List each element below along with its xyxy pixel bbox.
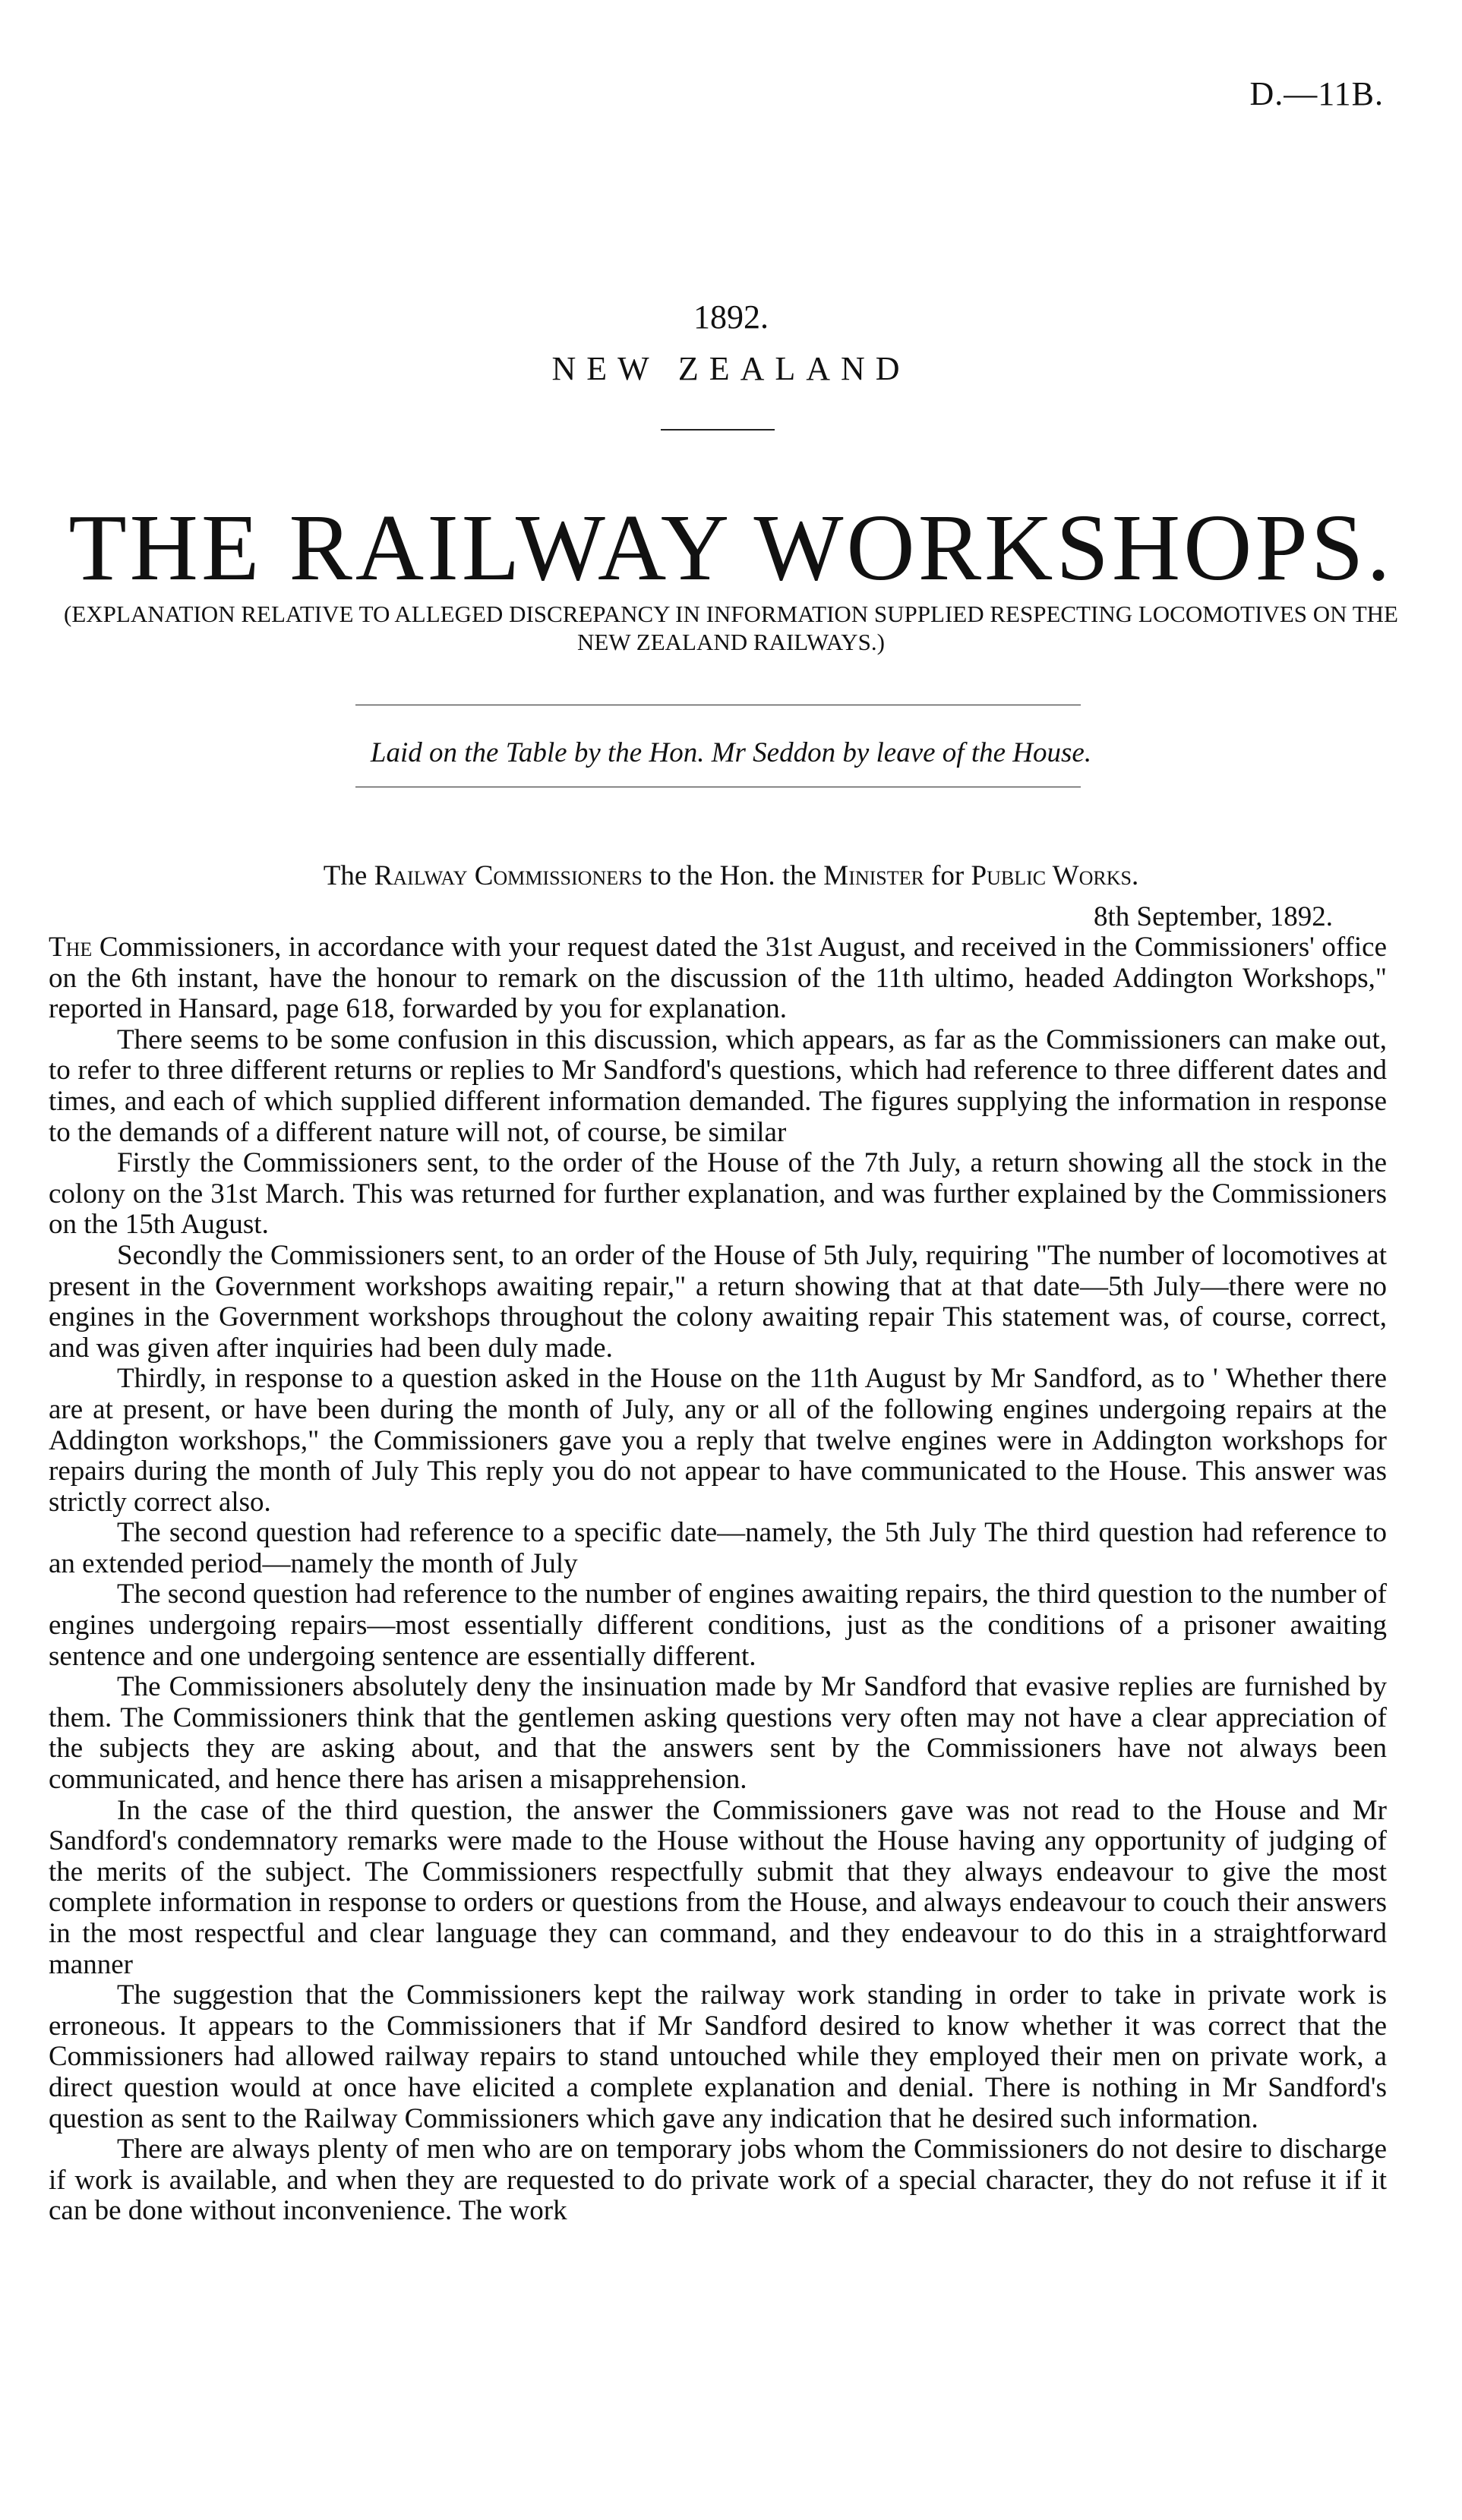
laid-on-table-note: Laid on the Table by the Hon. Mr Seddon by leave of the House. — [370, 737, 1092, 768]
paragraph-6: The second question had reference to a specific date—namely, the 5th July The third question had reference to an extended period—namely the month of July — [49, 1517, 1387, 1579]
paragraph-8: The Commissioners absolutely deny the insinuation made by Mr Sandford that evasive replies are furnished by them. The Commissioners think that the gentlemen asking questions very often may not have a clear appreciation of the subjects they are asking about, and that the answers sent by the Commissioners have not always been communicated, and hence there has arisen a misapprehension. — [49, 1671, 1387, 1796]
paragraph-9: In the case of the third question, the answer the Commissioners gave was not read to the House and Mr Sandford's condemnatory remarks were made to the House without the House having any opportunity of judging of the merits of the subject. The Commissioners respectfully submit that they always endeavour to give the most complete information in response to orders or questions from the House, and always endeavour to couch their answers in the most respectful and clear language they can command, and they endeavour to do this in a straightforward manner — [49, 1794, 1387, 1980]
document-year: 1892. — [693, 298, 769, 336]
paragraph-11: There are always plenty of men who are on temporary jobs whom the Commissioners do not desire to discharge if work is available, and when they are requested to do private work of a special character, they do not refuse it if it can be done without inconvenience. The work — [49, 2134, 1387, 2227]
short-divider — [661, 429, 775, 431]
paragraph-10: The suggestion that the Commissioners kept the railway work standing in order to take in private work is erroneous. It appears to the Commissioners that if Mr Sandford desired to know whether it was correct that the Commissioners had allowed railway repairs to stand untouched while they employed their men on private work, a direct question would at once have elicited a complete explanation and denial. There is nothing in Mr Sandford's question as sent to the Railway Commissioners which gave any indication that he desired such information. — [49, 1979, 1387, 2134]
paragraph-4: Secondly the Commissioners sent, to an order of the House of 5th July, requiring "The number of locomotives at present in the Government workshops awaiting repair," a return showing that at that date—5th July—there were no engines in the Government workshops throughout the colony awaiting repair This statement was, of course, correct, and was given after inquiries had been duly made. — [49, 1239, 1387, 1364]
paragraph-3: Firstly the Commissioners sent, to the order of the House of the 7th July, a return showing all the stock in the colony on the 31st March. This was returned for further explanation, and was further explained by the Commissioners on the 15th August. — [49, 1147, 1387, 1241]
heading-the: The — [323, 860, 368, 891]
paragraph-2: There seems to be some confusion in this discussion, which appears, as far as the Commissioners can make out, to refer to three different returns or replies to Mr Sandford's questions, which had reference to three different dates and times, and each of which supplied different information demanded. The figures supplying the information in response to the demands of a different nature will not, of course, be similar — [49, 1023, 1387, 1148]
letter-date: 8th September, 1892. — [1093, 901, 1333, 932]
heading-dept: Public Works — [971, 860, 1132, 891]
letter-heading: The Railway Commissioners to the Hon. the Minister for Public Works. — [323, 860, 1139, 891]
document-subtitle: (EXPLANATION RELATIVE TO ALLEGED DISCREPANCY IN INFORMATION SUPPLIED RESPECTING LOCOMOTIVES ON THE NEW ZEALAND RAILWAYS.) — [64, 601, 1398, 655]
document-title: THE RAILWAY WORKSHOPS. — [68, 496, 1394, 601]
heading-from: Railway Commissioners — [374, 860, 643, 891]
paragraph-7: The second question had reference to the number of engines awaiting repairs, the third question to the number of engines undergoing repairs—most essentially different conditions, just as the conditions of a prisoner awaiting sentence and one undergoing sentence are essentially different. — [49, 1579, 1387, 1672]
paragraph-1 — [49, 932, 1387, 1025]
country-heading: NEW ZEALAND — [551, 350, 911, 387]
first-word: The — [49, 932, 93, 963]
heading-to-the-hon: to the Hon. the — [649, 860, 817, 891]
letter-body — [49, 932, 1387, 2227]
page-reference: D.—11B. — [1249, 75, 1384, 112]
heading-for: for — [931, 860, 965, 891]
paragraph-5: Thirdly, in response to a question asked in the House on the 11th August by Mr Sandford, as to ' Whether there are at present, or have been during the month of July, any or all of the following engines undergoing repairs at the Addington workshops," the Commissioners gave you a reply that twelve engines were in Addington workshops for repairs during the month of July This reply you do not appear to have communicated to the House. This answer was strictly correct also. — [49, 1363, 1387, 1518]
paragraph-1-text: Commissioners, in accordance with your request dated the 31st August, and received in the Commissioners' office on the 6th instant, have the honour to remark on the discussion of the 11th ultimo, headed Addington Workshops," reported in Hansard, page 618, forwarded by you for explanation. — [49, 932, 1387, 1025]
heading-minister: Minister — [823, 860, 924, 891]
